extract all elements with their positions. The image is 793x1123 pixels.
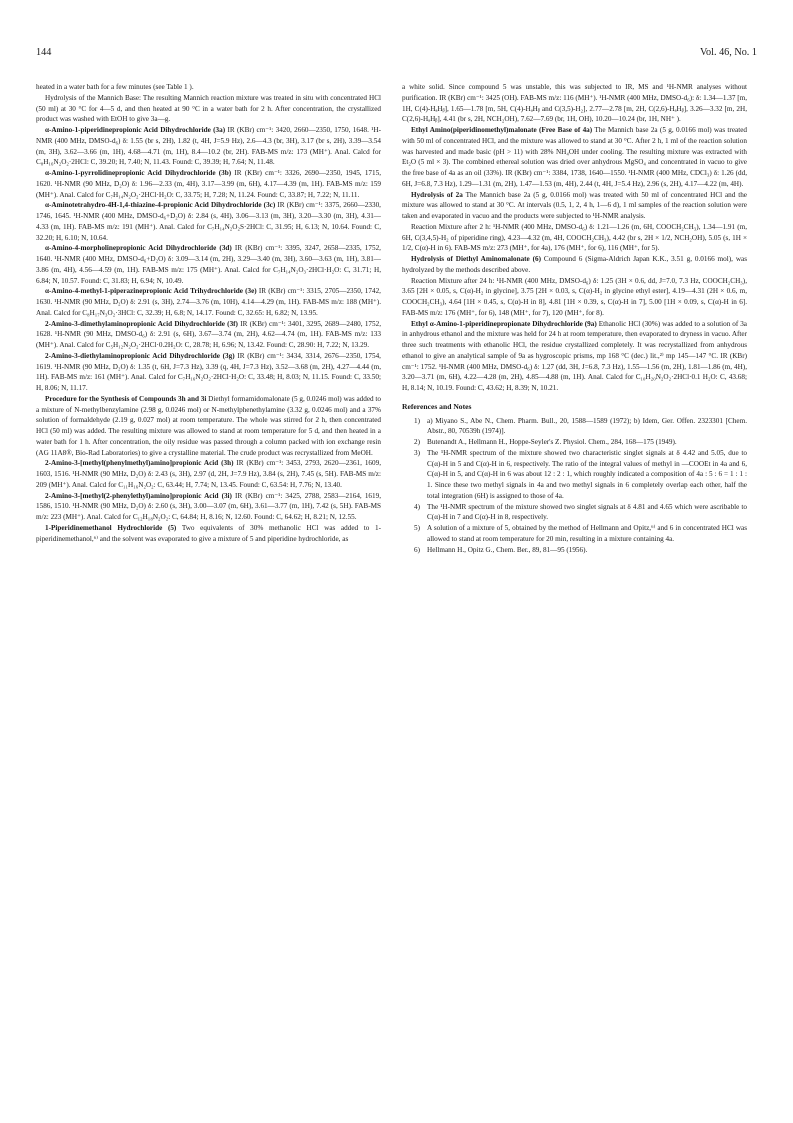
paragraph-text: The Mannich base 2a (5 g, 0.0166 mol) was treated with 50 ml of concentrated HCl, and the mixture was allowed to stand at 30 °C. After 2 h, 1 ml of the reaction solution was harvested and made basic (pH > 11) with 28% NH₄OH under cooling. The resulting mixture was extracted with Et₂O (5 ml × 3). The combined ethereal solution was dried over anhydrous MgSO₄ and concentrated in vacuo to give the free base of 4a as an oil (33%). IR (KBr) cm⁻¹: 3384, 1738, 1640—1550. ¹H-NMR (400 MHz, CDCl₃) δ: 1.26 (dd, 6H, J=6.8, 7.3 Hz), 1.29—1.31 (m, 2H), 1.47—1.53 (m, 4H), 2.44 (t, 4H, J=5.4 Hz), 2.96 (s, 2H), 4.17—4.22 (m, 4H). xyxy=(402,126,747,188)
section-heading: 2-Amino-3-[methyl(phenylmethyl)amino]propionic Acid (3h) xyxy=(45,459,234,468)
reference-item xyxy=(402,416,747,438)
paragraph xyxy=(36,93,381,125)
section-heading: 2-Amino-3-dimethylaminopropionic Acid Dihydrochloride (3f) xyxy=(45,319,238,328)
paragraph xyxy=(402,190,747,222)
paragraph-text: IR (KBr) cm⁻¹: 3315, 2705—2350, 1742, 1630. ¹H-NMR (90 MHz, D₂O) δ: 2.91 (s, 3H), 2.74—3.76 (m, 10H), 4.14—4.29 (m, 1H). FAB-MS m/z: 188 (MH⁺). Anal. Calcd for C₈H₁₇N₃O₂·3HCl: C, 32.39; H, 6.8; N, 14.17. Found: C, 32.65: H, 6.82; N, 13.95. xyxy=(36,287,381,317)
paragraph xyxy=(36,125,381,168)
reference-item xyxy=(402,437,747,448)
paragraph-text: IR (KBr) cm⁻¹: 3395, 3247, 2658—2335, 1752, 1640. ¹H-NMR (400 MHz, DMSO-d₆+D₂O) δ: 3.09—3.14 (m, 2H), 3.29—3.40 (m, 3H), 3.60—3.63 (m, 1H), 3.81—3.86 (m, 4H), 4.56—4.59 (m, 1H). FAB-MS m/z: 175 (MH⁺). Anal. Calcd for C₇H₁₄N₂O₃·2HCl·H₂O: C, 31.71; H, 6.84; N, 10.57. Found: C, 31.83; H, 6.94; N, 10.49. xyxy=(36,244,381,285)
paragraph xyxy=(36,394,381,459)
paragraph-text: Two equivalents of 30% methanolic HCl was added to 1-piperidinemethanol,⁶⁾ and the solvent was evaporated to give a mixture of 5 and piperidine hydrochloride, as xyxy=(36,523,381,543)
paragraph xyxy=(36,243,381,286)
paragraph-text: Hydrolysis of the Mannich Base: The resulting Mannich reaction mixture was treated in situ with concentrated HCl (50 ml) at 30 °C for 4—5 d, and then heated at 90 °C in a water bath for 2 h. After concentration, the crystallized product was washed with EtOH to give 3a—g. xyxy=(36,93,381,124)
paragraph-text: Reaction Mixture after 2 h: ¹H-NMR (400 MHz, DMSO-d₆) δ: 1.21—1.26 (m, 6H, COOCH₂CH₃), 1.34—1.91 (m, 6H, C(3,4,5)-H₂ of piperidine ring), 4.23—4.32 (m, 4H, COOCH₂CH₃), 4.42 (br s, 2H × 1/2, NCH₂OH), 5.05 (s, 1H × 1/2, C(α)-H in 6). FAB-MS m/z: 273 (MH⁺, for 4a), 176 (MH⁺, for 6), 116 (MH⁺, for 5). xyxy=(402,222,747,253)
paragraph xyxy=(36,286,381,318)
paragraph-text: Reaction Mixture after 24 h: ¹H-NMR (400 MHz, DMSO-d₆) δ: 1.25 (3H × 0.6, dd, J=7.0, 7.3 Hz, COOCH₂CH₃), 3.65 [2H × 0.05, s, C(α)-H₂ in glycine], 3.75 [2H × 0.03, s, C(α)-H₂ in glycine ethyl ester], 4.19—4.31 (2H × 0.6, m, COOCH₂CH₃), 4.64 [1H × 0.45, s, C(α)-H in 8], 4.81 [1H × 0.39, s, C(α)-H in 7], 5.00 [1H × 0.09, s, C(α)-H in 6]. FAB-MS m/z: 176 (MH⁺, for 6), 148 (MH⁺, for 7), 120 (MH⁺, for 8). xyxy=(402,276,747,317)
references-heading: References and Notes xyxy=(402,401,472,411)
reference-item xyxy=(402,448,747,502)
page-number: 144 xyxy=(36,47,52,58)
reference-text: The ¹H-NMR spectrum of the mixture showed two singlet signals at δ 4.81 and 4.65 which were ascribable to C(α)-H in 7 and C(α)-H in 8, respectively. xyxy=(427,502,747,522)
section-heading: 2-Amino-3-[methyl(2-phenylethyl)amino]propionic Acid (3i) xyxy=(45,491,232,500)
paragraph-text: IR (KBr) cm⁻¹: 3401, 3295, 2689—2480, 1752, 1628. ¹H-NMR (90 MHz, DMSO-d₆) δ: 2.91 (s, 6H), 3.67—3.74 (m, 2H), 4.62—4.74 (m, 1H). FAB-MS m/z: 133 (MH⁺). Anal. Calcd for C₅H₁₂N₂O₂·2HCl·0.2H₂O: C, 28.78; H, 6.96; N, 13.42. Found: C, 28.90: H, 7.22; N, 13.29. xyxy=(36,319,381,349)
paragraph-text: a white solid. Since compound 5 was unstable, this was subjected to IR, MS and ¹H-NMR analyses without purification. IR (KBr) cm⁻¹: 3425 (OH). FAB-MS m/z: 116 (MH⁺). ¹H-NMR (400 MHz, DMSO-d₆): δ: 1.34—1.37 [m, 1H, C(4)-HₐHᵦ], 1.65—1.78 [m, 5H, C(4)-HₐHᵦ and C(3,5)-H₂], 2.77—2.78 [m, 2H, C(2,6)-HₐHᵦ], 3.26—3.32 [m, 2H, C(2,6)-HₐHᵦ], 4.41 (br s, 2H, NCH₂OH), 7.62—7.69 (br, 1H, OH), 10.20—10.24 (br, 1H, NH⁺ ). xyxy=(402,83,747,124)
reference-text: A solution of a mixture of 5, obtained by the method of Hellmann and Opitz,⁶⁾ and 6 in concentrated HCl was allowed to stand at room temperature for 20 min, resulting in a mixture containing 4a. xyxy=(427,524,747,543)
paragraph xyxy=(402,82,747,125)
paragraph-text: IR (KBr) cm⁻¹: 3420, 2660—2350, 1750, 1648. ¹H-NMR (400 MHz, DMSO-d₆) δ: 1.55 (br s, 2H), 1.82 (t, 4H, J=5.9 Hz), 2.6—4.3 (br, 3H), 3.17 (br s, 2H), 3.39—3.54 (m, 3H), 3.62—3.66 (m, 1H), 4.68—4.71 (m, 1H), 8.4—10.2 (br, 2H). FAB-MS m/z: 173 (MH⁺). Anal. Calcd for C₈H₁₆N₂O₂·2HCl: C, 39.20; H, 7.40; N, 11.43. Found: C, 39.39; H, 7.64; N, 11.48. xyxy=(36,126,381,167)
section-heading: α-Amino-4-methyl-1-piperazinepropionic Acid Trihydrochloride (3e) xyxy=(45,287,257,296)
paragraph xyxy=(36,168,381,200)
reference-number: 3) xyxy=(414,448,420,457)
left-column xyxy=(36,82,381,544)
section-heading: Procedure for the Synthesis of Compounds 3h and 3i xyxy=(45,394,207,403)
paragraph xyxy=(36,82,381,93)
reference-text: Butenandt A., Hellmann H., Hoppe-Seyler's Z. Physiol. Chem., 284, 168—175 (1949). xyxy=(427,438,677,446)
section-heading: 2-Amino-3-diethylaminopropionic Acid Dihydrochloride (3g) xyxy=(45,351,235,360)
section-heading: α-Aminotetrahydro-4H-1,4-thiazine-4-propionic Acid Dihydrochloride (3c) xyxy=(45,201,276,210)
paragraph-text: Diethyl formamidomalonate (5 g, 0.0246 mol) was added to a mixture of N-methylbenzylamine (2.98 g, 0.0246 mol) or N-methylphenethylamine (3.32 g, 0.0246 mol) and a 37% solution of formaldehyde (2.19 g, 0.027 mol) at room temperature. The whole was stirred for 2 h, then concentrated HCl (50 ml) was added. The resulting mixture was allowed to stand at room temperature for 5 d, and then heated in a water bath for 1 h. After concentration, the oily residue was passed through a column packed with ion exchange resin (AG 11A8®, Bio-Rad Laboratories) to give a crystalline material. The crude product was recrystallized from MeOH. xyxy=(36,394,382,457)
reference-item xyxy=(402,502,747,524)
paragraph-text: The Mannich base 2a (5 g, 0.0166 mol) was treated with 50 ml of concentrated HCl and the mixture was allowed to stand at 30 °C. At intervals (0.5, 1, 2, 4 h, 1—6 d), 1 ml samples of the reaction solution were taken and evaporated in vacuo and the products were subjected to ¹H-NMR analysis. xyxy=(402,190,747,220)
paragraph xyxy=(36,319,381,351)
reference-item xyxy=(402,523,747,545)
section-heading: Hydrolysis of 2a xyxy=(411,190,463,199)
reference-number: 6) xyxy=(414,545,420,554)
reference-text: The ¹H-NMR spectrum of the mixture showed two characteristic singlet signals at δ 4.42 and 5.05, due to C(α)-H in 5 and C(α)-H in 6, respectively. The ratio of the integral values of methyl in —COOEt in 4a and 6, C(α)-H in 5, and C(α)-H in 6 was about 12 : 2 : 1, which roughly indicated a composition of 4a : 5 : 6 = 1 : 1 : 1. Since these two methyl signals in 4a and two methyl signals in 6 completely overlap each other, half the total integration (6H) is assigned to those of 4a. xyxy=(427,448,747,500)
volume-label: Vol. 46, No. 1 xyxy=(700,47,757,58)
reference-number: 4) xyxy=(414,502,420,511)
reference-text: a) Miyano S., Abe N., Chem. Pharm. Bull., 20, 1588—1589 (1972); b) Idem, Ger. Offen. 2323301 [Chem. Abstr., 80, 70539h (1974)]. xyxy=(427,416,747,436)
section-heading: Ethyl α-Amino-1-piperidinepropionate Dihydrochloride (9a) xyxy=(411,319,597,328)
references-list xyxy=(402,416,747,556)
paragraph xyxy=(36,458,381,490)
paragraph xyxy=(402,254,747,276)
paragraph xyxy=(36,200,381,243)
reference-number: 5) xyxy=(414,524,420,532)
paragraph xyxy=(36,491,381,523)
paragraph-text: Ethanolic HCl (30%) was added to a solution of 3a in anhydrous ethanol and the mixture was held for 24 h at room temperature, then evaporated to dryness in vacuo. After three such treatments with ethanolic HCl, the residue crystallized completely. It was recrystallized from anhydrous ethanol to give an analytical sample of 9a as hygroscopic prisms, mp 168 °C (dec.) lit.,²⁾ mp 145—147 °C. IR (KBr) cm⁻¹: 1752. ¹H-NMR (400 MHz, DMSO-d₆) δ: 1.27 (dd, 3H, J=6.8, 7.3 Hz), 1.55—1.56 (m, 2H), 1.81—1.86 (m, 4H), 3.20—3.71 (m, 6H), 4.22—4.28 (m, 2H), 4.85—4.88 (m, 1H). Anal. Calcd for C₁₀H₂₀N₂O₂·2HCl·0.1 H₂O: C, 43.68; H, 8.14; N, 10.19. Found: C, 43.62; H, 8.39; N, 10.21. xyxy=(402,319,747,392)
paragraph-text: heated in a water bath for a few minutes (see Table 1 ). xyxy=(36,83,194,91)
paragraph-text: Compound 6 (Sigma-Aldrich Japan K.K., 3.51 g, 0.0166 mol), was hydrolyzed by the methods described above. xyxy=(402,255,747,274)
right-column xyxy=(402,82,747,555)
paragraph-text: IR (KBr) cm⁻¹: 3326, 2690—2350, 1945, 1715, 1620. ¹H-NMR (90 MHz, D₂O) δ: 1.96—2.33 (m, 4H), 3.17—3.99 (m, 6H), 4.17—4.39 (m, 1H). FAB-MS m/z: 159 (MH⁺). Anal. Calcd for C₇H₁₄N₂O₂·2HCl·H₂O: C, 33.75; H, 7.28; N, 11.24. Found: C, 33.87; H, 7.22; N, 11.11. xyxy=(36,169,381,199)
section-heading: α-Amino-1-pyrrolidinepropionic Acid Dihydrochloride (3b) xyxy=(45,169,232,177)
reference-item xyxy=(402,545,747,556)
paragraph-text: IR (KBr) cm⁻¹: 3425, 2788, 2583—2164, 1619, 1586, 1510. ¹H-NMR (90 MHz, D₂O) δ: 2.60 (s, 3H), 3.00—3.07 (m, 6H), 3.61—3.77 (m, 1H), 7.42 (s, 5H). FAB-MS m/z: 223 (MH⁺). Anal. Calcd for C₁₂H₁₈N₂O₂: C, 64.84; H, 8.16; N, 12.60. Found: C, 64.62; H, 8.21; N, 12.55. xyxy=(36,491,381,521)
paragraph-text: IR (KBr) cm⁻¹: 3434, 3314, 2676—2350, 1754, 1619. ¹H-NMR (90 MHz, D₂O) δ: 1.35 (t, 6H, J=7.3 Hz), 3.39 (q, 4H, J=7.3 Hz), 3.52—3.68 (m, 2H), 4.27—4.44 (m, 1H). FAB-MS m/z: 161 (MH⁺). Anal. Calcd for C₇H₁₆N₂O₂·2HCl·H₂O: C, 33.48; H, 8.03; N, 11.15. Found: C, 33.50; H, 8.06; N, 11.17. xyxy=(36,351,381,392)
section-heading: 1-Piperidinemethanol Hydrochloride (5) xyxy=(45,523,177,532)
paragraph xyxy=(402,276,747,319)
paragraph-text: IR (KBr) cm⁻¹: 3375, 2660—2330, 1746, 1645. ¹H-NMR (400 MHz, DMSO-d₆+D₂O) δ: 2.84 (s, 4H), 3.06—3.13 (m, 3H), 3.20—3.30 (m, 3H), 4.31—4.33 (m, 1H). FAB-MS m/z: 191 (MH⁺). Anal. Calcd for C₇H₁₄N₂O₂S·2HCl: C, 31.95; H, 6.13; N, 10.64. Found: C, 32.20; H, 6.10; N, 10.64. xyxy=(36,201,381,242)
paragraph-text: IR (KBr) cm⁻¹: 3453, 2793, 2620—2361, 1609, 1603, 1516. ¹H-NMR (90 MHz, D₂O) δ: 2.43 (s, 3H), 2.97 (d, 2H, J=7.9 Hz), 3.84 (s, 2H), 7.45 (s, 5H). FAB-MS m/z: 209 (MH⁺). Anal. Calcd for C₁₁H₁₆N₂O₂: C, 63.44; H, 7.74; N, 13.45. Found: C, 63.54: H, 7.76; N, 13.40. xyxy=(36,459,381,489)
paragraph xyxy=(36,523,381,545)
reference-text: Hellmann H., Opitz G., Chem. Ber., 89, 81—95 (1956). xyxy=(427,545,588,554)
paragraph xyxy=(402,125,747,190)
reference-number: 2) xyxy=(414,438,420,446)
section-heading: Ethyl Amino(piperidinomethyl)malonate (Free Base of 4a) xyxy=(411,126,593,134)
reference-number: 1) xyxy=(414,416,420,425)
section-heading: α-Amino-1-piperidinepropionic Acid Dihydrochloride (3a) xyxy=(45,126,226,134)
paragraph xyxy=(36,351,381,394)
section-heading: Hydrolysis of Diethyl Aminomalonate (6) xyxy=(411,255,542,263)
paragraph xyxy=(402,319,747,394)
section-heading: α-Amino-4-morpholinepropionic Acid Dihydrochloride (3d) xyxy=(45,244,232,253)
paragraph xyxy=(402,222,747,254)
